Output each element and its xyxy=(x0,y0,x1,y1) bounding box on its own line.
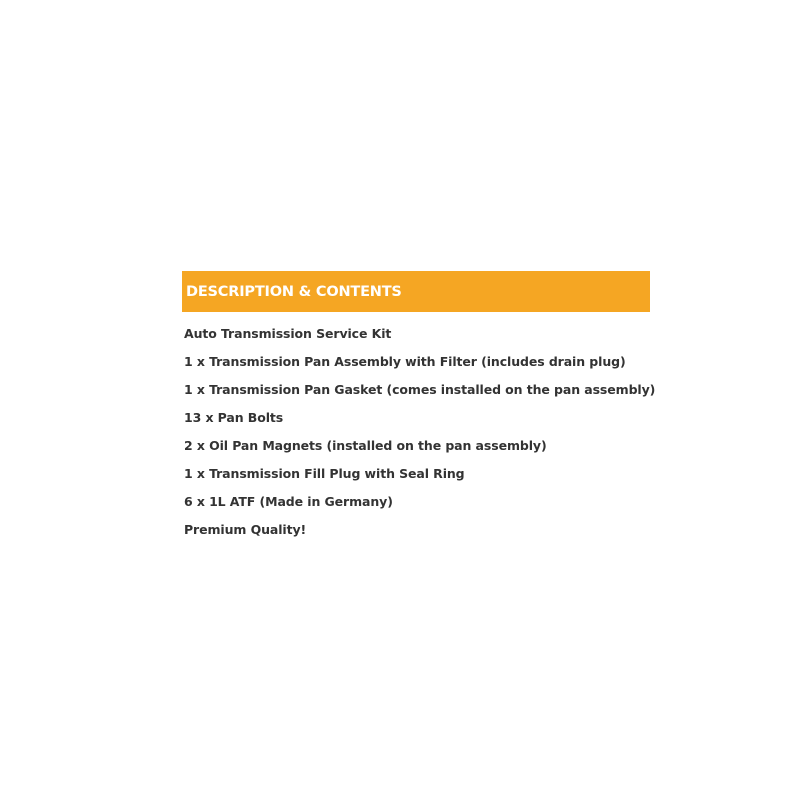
list-item-pan-bolts: 13 x Pan Bolts xyxy=(184,410,284,425)
list-item-oil-pan-magnets: 2 x Oil Pan Magnets (installed on the pan assembly) xyxy=(184,438,547,453)
description-contents-section xyxy=(182,271,656,544)
list-item-kit-name: Auto Transmission Service Kit xyxy=(184,326,392,341)
list-item-atf: 6 x 1L ATF (Made in Germany) xyxy=(184,494,393,509)
contents-list xyxy=(182,312,656,544)
list-item-pan-gasket: 1 x Transmission Pan Gasket (comes installed on the pan assembly) xyxy=(184,382,656,397)
list-item-premium-quality: Premium Quality! xyxy=(184,522,307,537)
section-title: DESCRIPTION & CONTENTS xyxy=(186,283,402,300)
list-item-fill-plug: 1 x Transmission Fill Plug with Seal Ring xyxy=(184,466,465,481)
section-header-banner xyxy=(182,271,650,312)
list-item-pan-assembly: 1 x Transmission Pan Assembly with Filter (includes drain plug) xyxy=(184,354,626,369)
